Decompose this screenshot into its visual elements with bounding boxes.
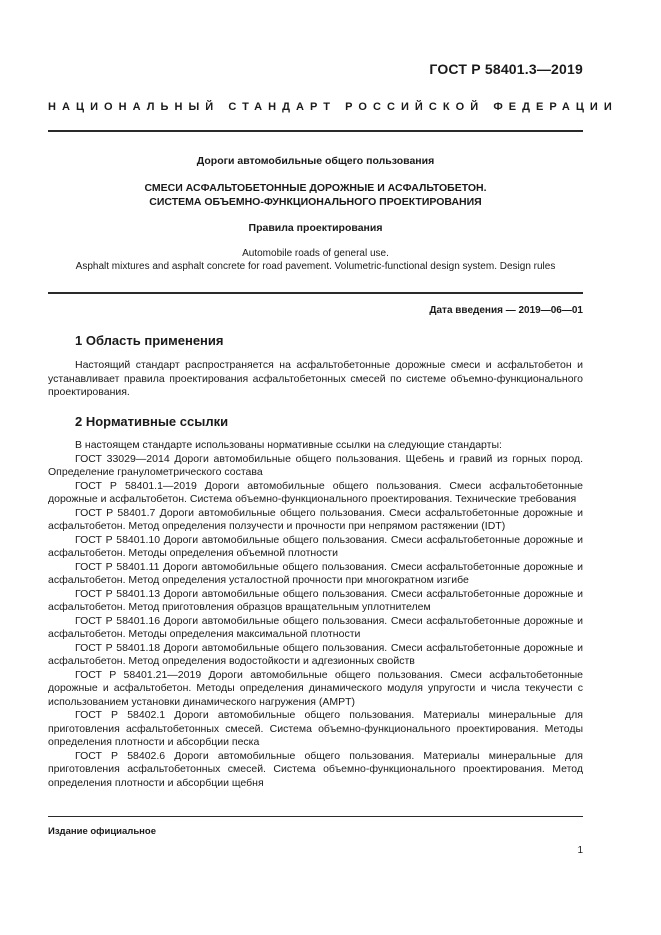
reference-item: ГОСТ Р 58401.7 Дороги автомобильные общего пользования. Смеси асфальтобетонные дорожные и асфальтобетон. Метод определения ползучести и прочности при непрямом растяжении (IDT) [48,506,583,532]
title-line-1: Дороги автомобильные общего пользования [196,155,435,167]
title-line-3: СИСТЕМА ОБЪЕМНО-ФУНКЦИОНАЛЬНОГО ПРОЕКТИРОВАНИЯ [149,196,482,208]
official-edition-label: Издание официальное [48,826,156,837]
footer-divider [48,816,583,817]
section-1-heading: 1 Область применения [75,333,224,348]
section-2-heading: 2 Нормативные ссылки [75,414,229,429]
english-title [48,247,583,273]
english-title-line-2: Asphalt mixtures and asphalt concrete for road pavement. Volumetric-functional design system. Design rules [75,261,556,272]
reference-item: ГОСТ 33029—2014 Дороги автомобильные общего пользования. Щебень и гравий из горных пород. Определение гранулометрического состава [48,452,583,478]
reference-item: ГОСТ Р 58402.6 Дороги автомобильные общего пользования. Материалы минеральные для приготовления асфальтобетонных смесей. Система объемно-функционального проектирования. Метод определения плотности и абсорбции щебня [48,749,583,789]
title-line-4: Правила проектирования [248,222,383,234]
middle-divider [48,292,583,294]
reference-item: ГОСТ Р 58401.21—2019 Дороги автомобильные общего пользования. Смеси асфальтобетонные дорожные и асфальтобетон. Методы определения динамического модуля упругости и числа текучести с использованием установки динамического нагружения (AMPT) [48,668,583,708]
reference-item: ГОСТ Р 58401.1—2019 Дороги автомобильные общего пользования. Смеси асфальтобетонные дорожные и асфальтобетон. Система объемно-функционального проектирования. Технические требования [48,479,583,505]
section-1-body [48,359,583,400]
paragraph: В настоящем стандарте использованы нормативные ссылки на следующие стандарты: [75,439,502,451]
top-divider [48,130,583,132]
english-title-line-1: Automobile roads of general use. [242,248,389,259]
introduction-date: Дата введения — 2019—06—01 [429,305,583,316]
reference-item: ГОСТ Р 58401.11 Дороги автомобильные общего пользования. Смеси асфальтобетонные дорожные и асфальтобетон. Метод определения усталостной прочности при многократном изгибе [48,560,583,586]
standard-number: ГОСТ Р 58401.3—2019 [429,61,583,77]
title-main [48,181,583,209]
reference-item: ГОСТ Р 58401.16 Дороги автомобильные общего пользования. Смеси асфальтобетонные дорожные и асфальтобетон. Методы определения максимальной плотности [48,614,583,640]
national-standard-banner: НАЦИОНАЛЬНЫЙ СТАНДАРТ РОССИЙСКОЙ ФЕДЕРАЦИИ [48,101,618,113]
reference-item: ГОСТ Р 58402.1 Дороги автомобильные общего пользования. Материалы минеральные для приготовления асфальтобетонных смесей. Система объемно-функционального проектирования. Методы определения плотности и абсорбции песка [48,709,583,748]
section-2-body [48,439,583,790]
paragraph: Настоящий стандарт распространяется на асфальтобетонные дорожные смеси и асфальтобетон и устанавливает правила проектирования асфальтобетонных смесей по системе объемно-функционального проектирования. [48,359,583,398]
reference-item: ГОСТ Р 58401.13 Дороги автомобильные общего пользования. Смеси асфальтобетонные дорожные и асфальтобетон. Метод приготовления образцов вращательным уплотнителем [48,587,583,613]
reference-item: ГОСТ Р 58401.10 Дороги автомобильные общего пользования. Смеси асфальтобетонные дорожные и асфальтобетон. Методы определения объемной плотности [48,533,583,559]
reference-item: ГОСТ Р 58401.18 Дороги автомобильные общего пользования. Смеси асфальтобетонные дорожные и асфальтобетон. Метод определения водостойкости и адгезионных свойств [48,641,583,667]
title-line-2: СМЕСИ АСФАЛЬТОБЕТОННЫЕ ДОРОЖНЫЕ И АСФАЛЬТОБЕТОН. [144,182,487,194]
page-number: 1 [577,845,583,856]
